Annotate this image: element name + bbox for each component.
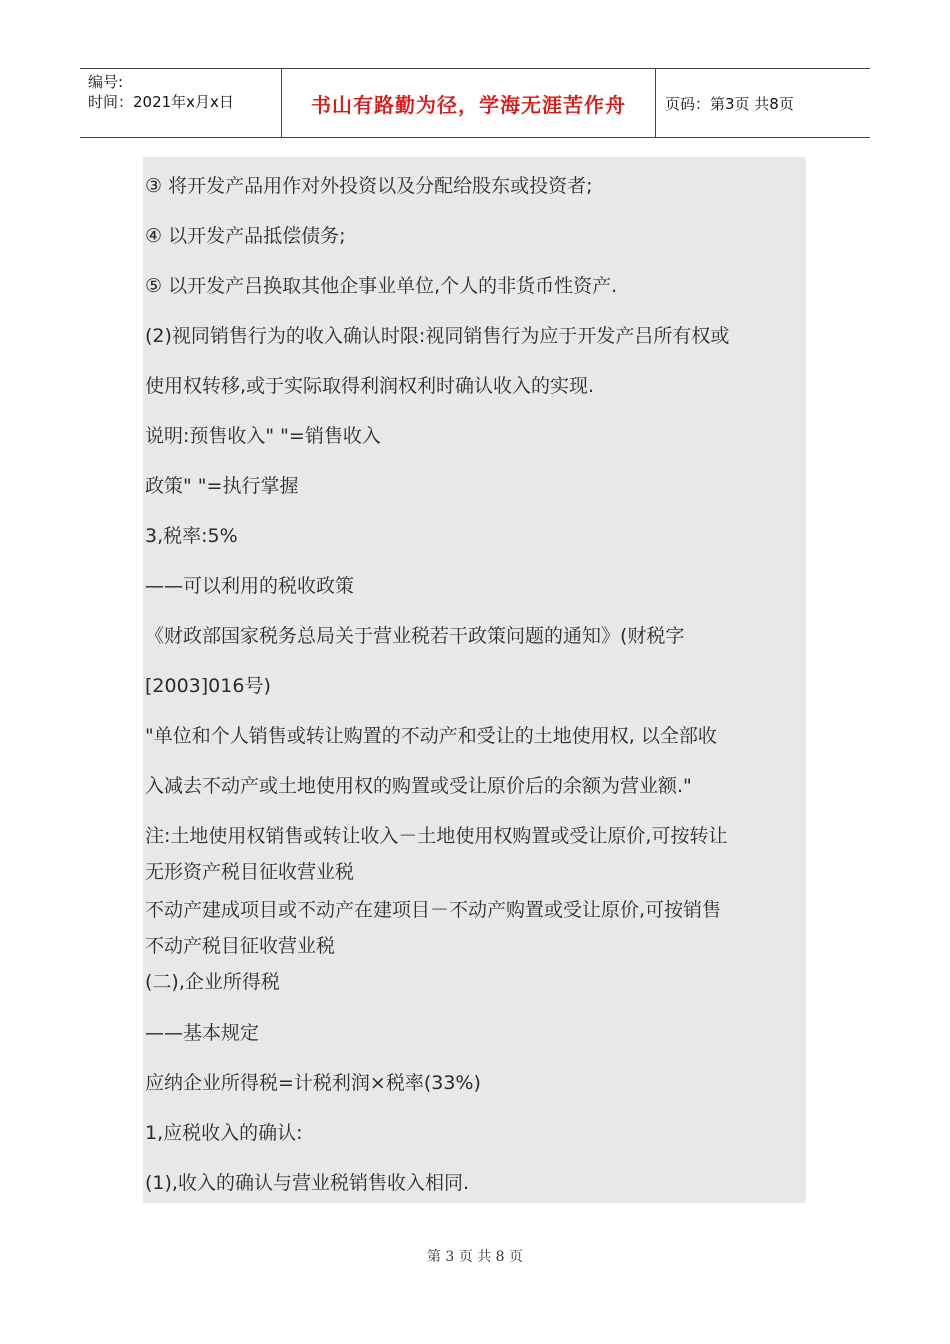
body-line: 无形资产税目征收营业税 (145, 861, 355, 883)
body-line: ④ 以开发产品抵偿债务; (145, 225, 346, 247)
document-number-label: 编号: (88, 73, 124, 91)
page-footer: 第 3 页 共 8 页 (426, 1249, 524, 1265)
header-motto: 书山有路勤为径，学海无涯苦作舟 (311, 92, 626, 117)
body-line: ③ 将开发产品用作对外投资以及分配给股东或投资者; (145, 175, 593, 197)
body-line: ——基本规定 (145, 1022, 260, 1044)
body-line: 使用权转移,或于实际取得利润权利时确认收入的实现. (145, 375, 595, 397)
body-line: (二),企业所得税 (145, 971, 280, 993)
body-line: 不动产建成项目或不动产在建项目－不动产购置或受让原价,可按销售 (145, 899, 722, 921)
page-header (80, 68, 870, 138)
body-line: 3,税率:5% (145, 525, 238, 547)
body-line: (1),收入的确认与营业税销售收入相同. (145, 1172, 469, 1194)
body-line: 注:土地使用权销售或转让收入－土地使用权购置或受让原价,可按转让 (145, 825, 728, 847)
header-meta (88, 72, 283, 112)
body-line: ⑤ 以开发产吕换取其他企事业单位,个人的非货币性资产. (145, 275, 618, 297)
header-divider (655, 69, 656, 137)
body-line: (2)视同销售行为的收入确认时限:视同销售行为应于开发产吕所有权或 (145, 325, 730, 347)
body-line: 1,应税收入的确认: (145, 1122, 303, 1144)
document-time-label: 时间：2021年x月x日 (88, 93, 234, 111)
body-line: 入减去不动产或土地使用权的购置或受让原价后的余额为营业额." (145, 775, 692, 797)
body-line: 说明:预售收入" "=销售收入 (145, 425, 381, 447)
body-line: 不动产税目征收营业税 (145, 935, 336, 957)
body-line: 《财政部国家税务总局关于营业税若干政策问题的通知》(财税字 (145, 625, 685, 647)
body-line: "单位和个人销售或转让购置的不动产和受让的土地使用权, 以全部收 (145, 725, 717, 747)
body-line: ——可以利用的税收政策 (145, 575, 355, 597)
body-line: 政策" "=执行掌握 (145, 475, 299, 497)
body-line: 应纳企业所得税=计税利润×税率(33%) (145, 1072, 481, 1094)
header-page-info: 页码：第3页 共8页 (665, 95, 794, 113)
body-line: [2003]016号) (145, 675, 271, 697)
document-body (143, 157, 806, 1203)
